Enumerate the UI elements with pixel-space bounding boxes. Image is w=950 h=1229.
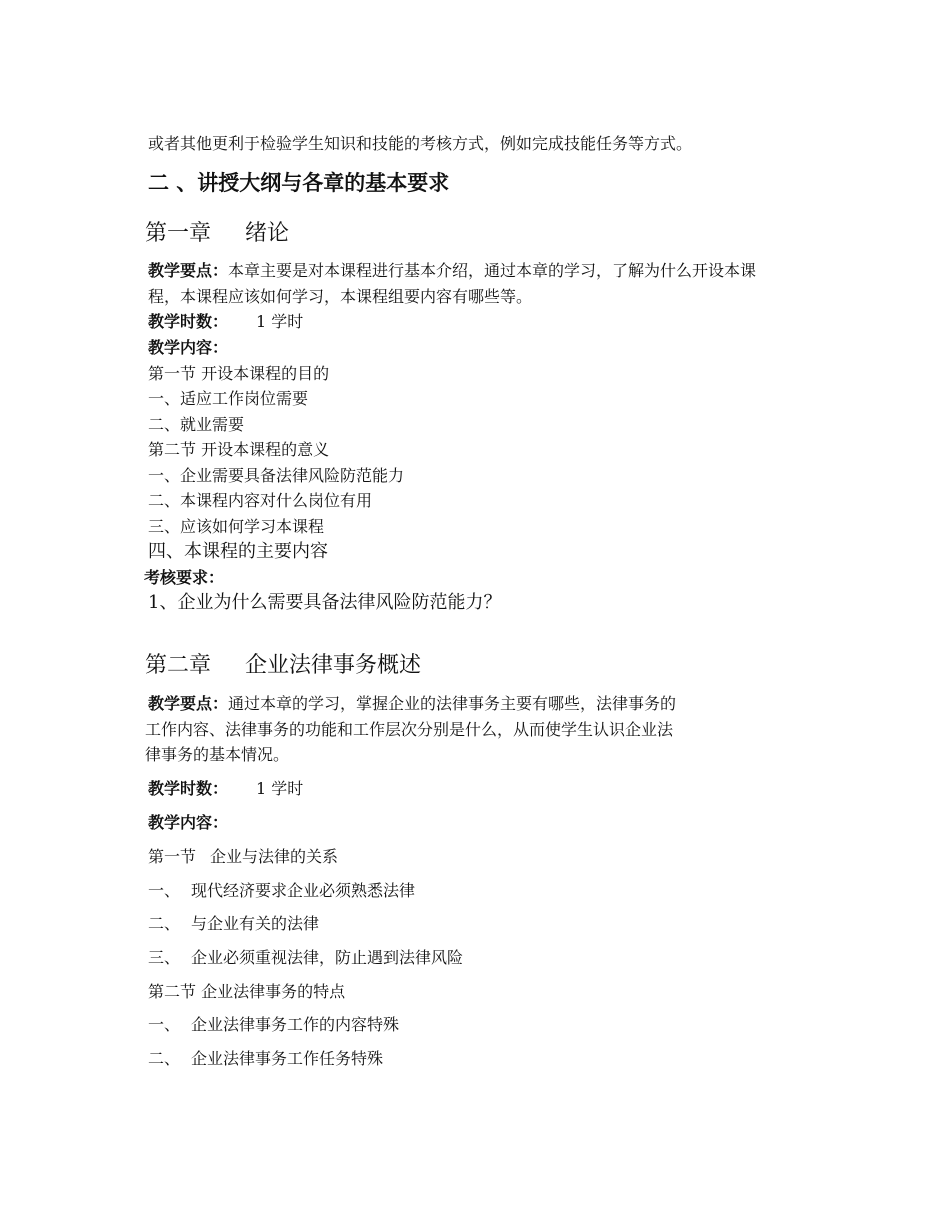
- list-item: [148, 1015, 399, 1035]
- chapter1-title: 绪论: [245, 221, 290, 246]
- hours-label: 教学时数：: [148, 312, 229, 331]
- item-text: 企业法律事务工作的内容特殊: [191, 1015, 400, 1034]
- key-points-text: 本章主要是对本课程进行基本介绍，通过本章的学习，了解为什么开设本课: [228, 261, 757, 280]
- item-number: 一、: [148, 881, 181, 900]
- list-item: 二、本课程内容对什么岗位有用: [148, 491, 373, 510]
- chapter1-number: 第一章: [145, 221, 212, 246]
- section-title: 企业与法律的关系: [210, 847, 339, 866]
- item-number: 二、: [148, 1049, 181, 1068]
- item-number: 一、: [148, 1015, 181, 1034]
- list-item: [148, 948, 463, 968]
- item-number: 二、: [148, 914, 181, 933]
- chapter1-heading: [145, 220, 289, 248]
- chapter2-key-points: [148, 694, 676, 714]
- chapter2-number: 第二章: [145, 653, 212, 678]
- list-item: [148, 881, 415, 901]
- item-text: 企业必须重视法律，防止遇到法律风险: [191, 948, 464, 967]
- chapter2-key-points-line3: 律事务的基本情况。: [145, 745, 290, 764]
- section-heading: 二 、讲授大纲与各章的基本要求: [148, 171, 450, 195]
- chapter2-title: 企业法律事务概述: [245, 653, 422, 678]
- list-item: 一、企业需要具备法律风险防范能力: [148, 466, 405, 485]
- item-text: 企业法律事务工作任务特殊: [191, 1049, 384, 1068]
- key-points-text: 通过本章的学习，掌握企业的法律事务主要有哪些，法律事务的: [228, 694, 677, 713]
- item-number: 三、: [148, 948, 181, 967]
- chapter1-hours: [148, 312, 303, 332]
- item-text: 与企业有关的法律: [191, 914, 320, 933]
- list-item: 第二节 开设本课程的意义: [148, 440, 330, 459]
- chapter1-assessment-label: 考核要求：: [144, 568, 225, 587]
- chapter2-key-points-line2: 工作内容、法律事务的功能和工作层次分别是什么，从而使学生认识企业法: [145, 720, 674, 739]
- key-points-label: 教学要点：: [148, 261, 229, 280]
- chapter1-assessment-q1: 1、企业为什么需要具备法律风险防范能力？: [148, 592, 502, 613]
- list-item: 三、应该如何学习本课程: [148, 517, 325, 536]
- hours-value: 1 学时: [256, 779, 304, 798]
- chapter2-content-label: 教学内容：: [148, 813, 229, 832]
- list-item: 一、适应工作岗位需要: [148, 389, 309, 408]
- hours-label: 教学时数：: [148, 779, 229, 798]
- hours-value: 1 学时: [256, 312, 304, 331]
- list-item: 二、就业需要: [148, 415, 245, 434]
- intro-continuation: 或者其他更利于检验学生知识和技能的考核方式，例如完成技能任务等方式。: [148, 134, 693, 153]
- key-points-label: 教学要点：: [148, 694, 229, 713]
- section-number: 第一节: [148, 847, 197, 866]
- list-item: 第一节 开设本课程的目的: [148, 364, 330, 383]
- list-item: [148, 914, 319, 934]
- chapter1-content-label: 教学内容：: [148, 338, 229, 357]
- list-item: [148, 1049, 383, 1069]
- chapter2-heading: [145, 652, 421, 680]
- chapter1-key-points: [148, 261, 756, 281]
- item-text: 现代经济要求企业必须熟悉法律: [191, 881, 416, 900]
- list-item: 四、本课程的主要内容: [148, 541, 328, 562]
- chapter2-section2: 第二节 企业法律事务的特点: [148, 982, 346, 1001]
- chapter2-hours: [148, 779, 303, 799]
- chapter1-key-points-line2: 程，本课程应该如何学习，本课程组要内容有哪些等。: [148, 287, 533, 306]
- chapter2-section1: [148, 847, 338, 867]
